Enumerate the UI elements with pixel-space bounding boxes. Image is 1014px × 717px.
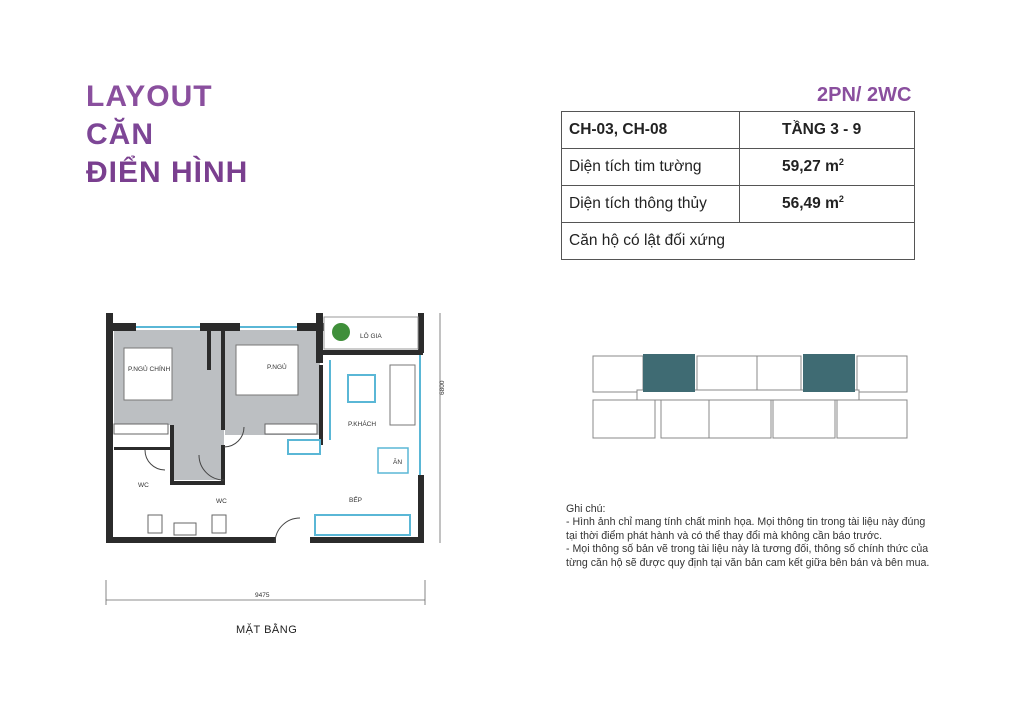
notes-block: [566, 503, 946, 570]
gross-area-label: Diện tích tim tường: [562, 149, 740, 186]
title-line-3: ĐIỂN HÌNH: [86, 156, 249, 189]
notes-line-1: - Hình ảnh chỉ mang tính chất minh họa. Mọi thông tin trong tài liệu này đúng: [566, 516, 926, 529]
info-row-net: [562, 186, 915, 223]
toilet-2: [212, 515, 226, 533]
notes-heading: Ghi chú:: [566, 503, 606, 515]
notes-line-2: tại thời điểm phát hành và có thể thay đổi mà không cần báo trước.: [566, 529, 883, 542]
highlighted-unit-2: [803, 354, 855, 392]
net-area-cell: [740, 186, 915, 223]
net-area-label: Diện tích thông thủy: [562, 186, 740, 223]
plan-caption: MẶT BẰNG: [236, 624, 298, 636]
key-plan: [587, 348, 917, 443]
unit-type-label: 2PN/ 2WC: [817, 84, 912, 106]
room-label-master-bedroom: P.NGỦ CHÍNH: [128, 366, 171, 373]
highlighted-unit-1: [643, 354, 695, 392]
page-title: [86, 78, 248, 192]
info-row-mirror: [562, 223, 915, 260]
room-label-bedroom: P.NGỦ: [267, 364, 287, 371]
title-line-2: CĂN: [86, 118, 154, 151]
room-label-loggia: LÔ GIA: [360, 333, 382, 340]
sofa: [390, 365, 415, 425]
master-bed: [124, 348, 172, 400]
gross-area-cell: [740, 149, 915, 186]
floor-plan: [100, 305, 446, 615]
depth-dimension: 6800: [439, 380, 446, 395]
notes-line-3: - Mọi thông số bản vẽ trong tài liệu này là tương đối, thông số chính thức của: [566, 543, 929, 556]
gross-area-value: 59,27 m: [782, 158, 839, 176]
info-row-gross: [562, 149, 915, 186]
coffee-table: [348, 375, 375, 402]
notes-line-4: từng căn hộ sẽ được quy định tại văn bản cam kết giữa bên bán và bên mua.: [566, 556, 930, 569]
net-area-value: 56,49 m: [782, 195, 839, 213]
gross-area-unit-sup: 2: [838, 157, 844, 168]
width-dimension: 9475: [255, 592, 270, 599]
wardrobe-2: [265, 424, 317, 434]
room-label-living: P.KHÁCH: [348, 421, 377, 428]
info-row-header: [562, 112, 915, 149]
room-label-wc-2: WC: [216, 498, 227, 505]
room-label-kitchen: BẾP: [349, 497, 363, 504]
wardrobe-1: [114, 424, 168, 434]
room-label-wc-1: WC: [138, 482, 149, 489]
unit-codes: CH-03, CH-08: [562, 112, 740, 149]
room-label-dining: ĂN: [393, 459, 403, 466]
toilet-1: [148, 515, 162, 533]
title-line-1: LAYOUT: [86, 80, 213, 113]
unit-info-table: [561, 111, 915, 260]
sink: [174, 523, 196, 535]
plant-icon: [332, 323, 350, 341]
mirror-note: Căn hộ có lật đối xứng: [562, 223, 915, 260]
net-area-unit-sup: 2: [838, 194, 844, 205]
floor-range: TẦNG 3 - 9: [740, 112, 915, 149]
